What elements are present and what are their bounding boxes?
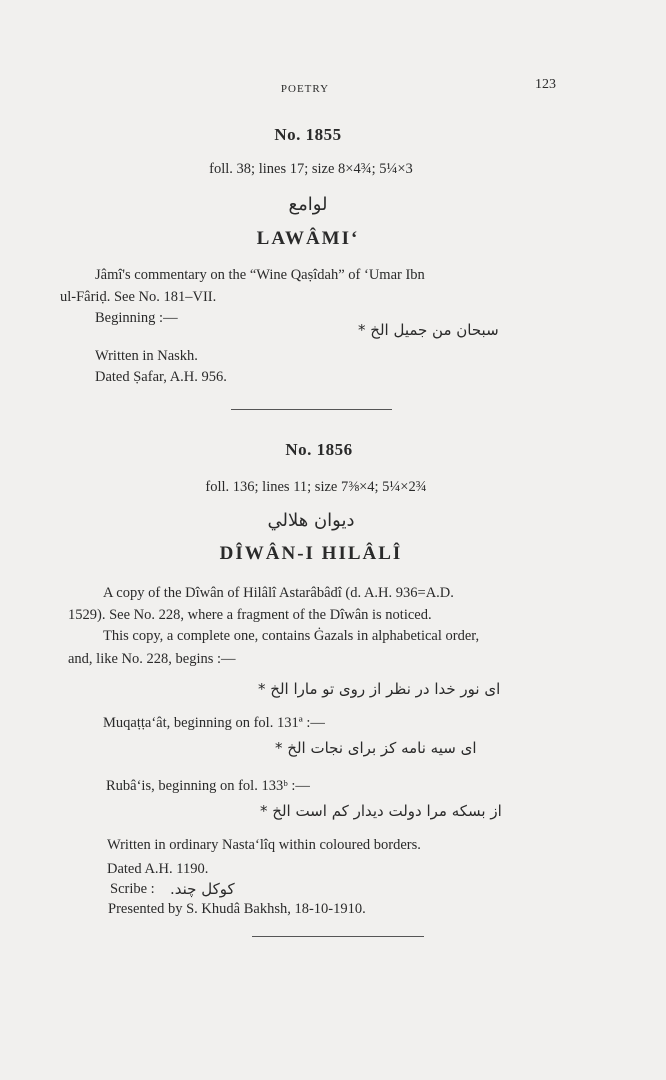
entry-1856-dated: Dated A.H. 1190. <box>107 861 209 877</box>
entry-1856-arabic-title: ديوان هلالي <box>267 510 355 531</box>
entry-1856-para2-line2: and, like No. 228, begins :— <box>68 651 236 667</box>
entry-1856-details: foll. 136; lines 11; size 7⅜×4; 5¼×2¾ <box>205 479 427 495</box>
entry-1855-beginning-text: سبحان من جميل الخ * <box>358 321 499 339</box>
entry-1856-scribe-label: Scribe : <box>110 881 155 897</box>
separator-rule <box>231 409 392 410</box>
entry-number-1856: No. 1856 <box>285 440 353 459</box>
entry-1855-script: Written in Naskh. <box>95 348 198 364</box>
entry-1855-beginning-label: Beginning :— <box>95 310 178 326</box>
entry-1856-written: Written in ordinary Nasta‘lîq within coloured borders. <box>107 837 421 853</box>
entry-1856-rubais-label: Rubâ‘is, beginning on fol. 133ᵇ :— <box>106 778 310 794</box>
entry-1855-description-line2: ul-Fâriḍ. See No. 181–VII. <box>60 289 217 305</box>
entry-1856-presented: Presented by S. Khudâ Bakhsh, 18-10-1910. <box>108 901 366 917</box>
entry-1855-details: foll. 38; lines 17; size 8×4¾; 5¼×3 <box>209 161 413 177</box>
entry-1855-dated: Dated Ṣafar, A.H. 956. <box>95 369 227 385</box>
running-header: POETRY <box>280 83 330 95</box>
entry-1856-para1-line1: A copy of the Dîwân of Hilâlî Astarâbâdî (d. A.H. 936=A.D. <box>103 585 454 601</box>
entry-1855-title: LAWÂMI‘ <box>256 228 360 249</box>
entry-1855-arabic-title: لوامع <box>288 194 328 215</box>
entry-1855-description-line1: Jâmî's commentary on the “Wine Qaṣîdah” of ‘Umar Ibn <box>95 267 425 283</box>
entry-1856-rubais-text: از بسکه مرا دولت دیدار کم است الخ * <box>260 802 502 820</box>
entry-1856-para1-line2: 1529). See No. 228, where a fragment of the Dîwân is noticed. <box>68 607 432 623</box>
entry-1856-muqatta-label: Muqaṭṭa‘ât, beginning on fol. 131ª :— <box>103 715 325 731</box>
entry-1856-title: DÎWÂN-I HILÂLÎ <box>219 543 403 564</box>
end-rule <box>252 936 424 937</box>
entry-1856-para2-line1: This copy, a complete one, contains Ġazals in alphabetical order, <box>103 628 480 644</box>
entry-1856-muqatta-text: ای سیه نامه کز برای نجات الخ * <box>275 739 477 757</box>
entry-1856-scribe-name: کوکل چند. <box>170 880 235 898</box>
entry-1856-begin-text: ای نور خدا در نظر از روی تو مارا الخ * <box>258 680 501 698</box>
page-number: 123 <box>535 77 556 92</box>
entry-number-1855: No. 1855 <box>274 125 342 144</box>
